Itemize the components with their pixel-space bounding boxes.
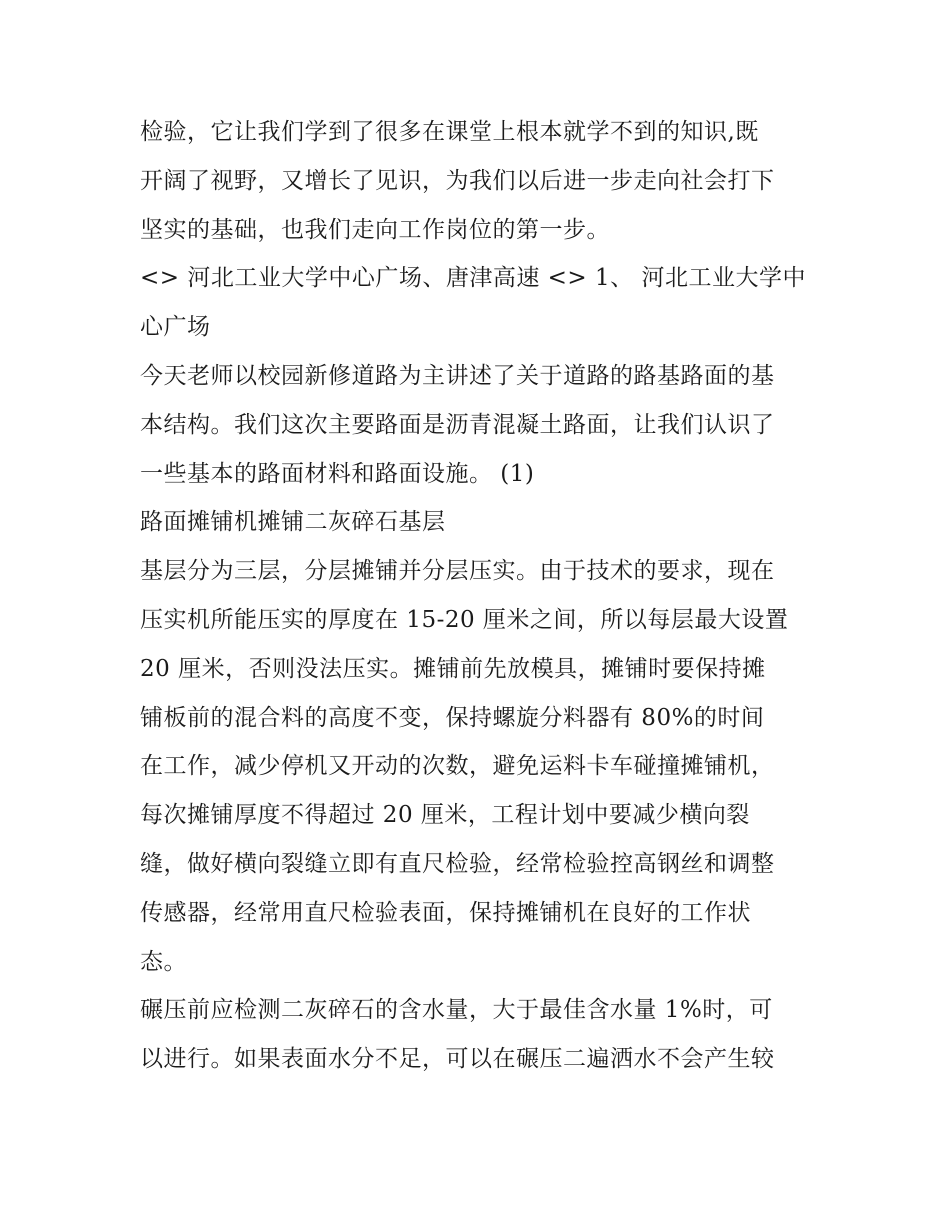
text-line: 以进行。如果表面水分不足，可以在碾压二遍洒水不会产生较 (140, 1046, 775, 1073)
text-line: 本结构。我们这次主要路面是沥青混凝土路面，让我们认识了 (140, 411, 775, 438)
text-line: 基层分为三层，分层摊铺并分层压实。由于技术的要求，现在 (140, 558, 775, 585)
text-line: 在工作，减少停机又开动的次数，避免运料卡车碰撞摊铺机， (140, 753, 775, 780)
text-line: 一些基本的路面材料和路面设施。 (1) (140, 460, 535, 487)
text-line: 今天老师以校园新修道路为主讲述了关于道路的路基路面的基 (140, 362, 775, 389)
section-heading-line: 心广场 (140, 314, 211, 341)
text-line: 碾压前应检测二灰碎石的含水量，大于最佳含水量 1%时，可 (140, 997, 773, 1024)
text-line: 铺板前的混合料的高度不变，保持螺旋分料器有 80%的时间 (140, 704, 765, 731)
text-line: 检验，它让我们学到了很多在课堂上根本就学不到的知识,既 (140, 119, 759, 145)
section-heading-line: <> 河北工业大学中心广场、唐津高速 <> 1、 河北工业大学中 (140, 265, 806, 292)
text-line: 20 厘米，否则没法压实。摊铺前先放模具，摊铺时要保持摊 (140, 655, 766, 682)
text-line: 坚实的基础，也我们走向工作岗位的第一步。 (140, 216, 610, 243)
text-line: 压实机所能压实的厚度在 15-20 厘米之间，所以每层最大设置 (140, 606, 789, 633)
text-line: 开阔了视野，又增长了见识，为我们以后进一步走向社会打下 (140, 167, 775, 194)
text-line: 每次摊铺厚度不得超过 20 厘米，工程计划中要减少横向裂 (140, 802, 750, 829)
body-text (140, 108, 820, 1084)
subheading-line: 路面摊铺机摊铺二灰碎石基层 (140, 509, 446, 536)
text-line: 态。 (140, 948, 187, 975)
text-line: 缝，做好横向裂缝立即有直尺检验，经常检验控高钢丝和调整 (140, 850, 775, 877)
text-line: 传感器，经常用直尺检验表面，保持摊铺机在良好的工作状 (140, 899, 751, 926)
